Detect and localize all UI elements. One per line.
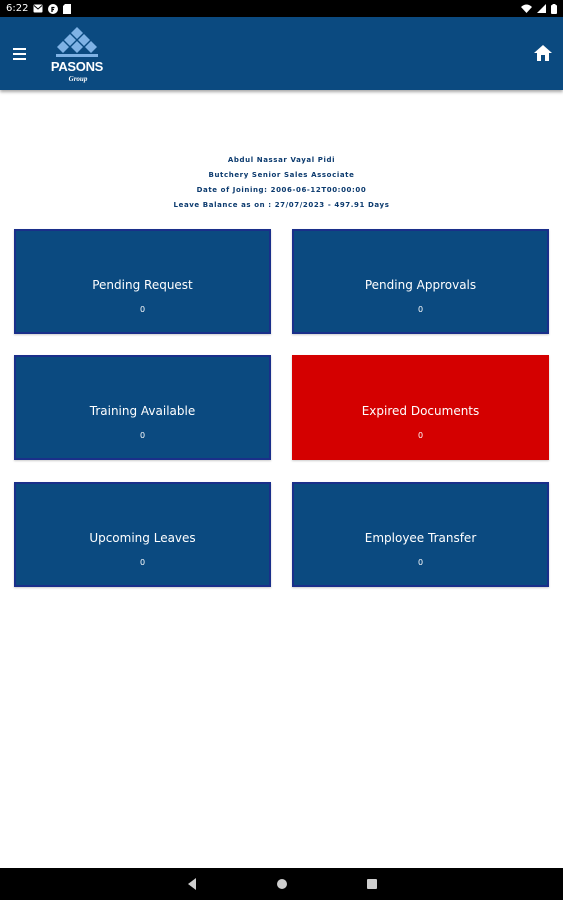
home-button[interactable] [533,43,553,63]
tile-count: 0 [417,305,424,314]
status-bar [0,0,563,17]
status-right [521,4,557,14]
tile-label: Pending Request [92,278,193,292]
logo-subtext: Group [68,75,88,83]
status-time: 6:22 [6,3,29,14]
tile-label: Employee Transfer [364,531,477,545]
tile-upcoming-leaves[interactable] [14,482,271,587]
envelope-icon [33,4,43,13]
menu-button[interactable] [8,42,32,66]
employee-name: Abdul Nassar Vayal Pidi [227,156,336,164]
f-icon [48,4,58,14]
tile-count: 0 [139,558,146,567]
system-nav-bar [0,868,563,900]
wifi-icon [521,4,532,13]
employee-designation: Butchery Senior Sales Associate [208,171,355,179]
tile-expired-documents[interactable] [292,355,549,460]
nav-back-button[interactable] [185,876,201,892]
tile-label: Expired Documents [361,404,480,418]
tile-employee-transfer[interactable] [292,482,549,587]
pasons-logo [44,25,110,85]
hamburger-line [13,53,26,55]
profile-info [0,153,563,213]
nav-home-button[interactable] [274,876,290,892]
tile-count: 0 [139,431,146,440]
logo-diamond-icon [44,25,110,61]
logo-text: PASONS [50,59,104,74]
back-triangle-icon [185,876,201,892]
tile-count: 0 [417,558,424,567]
status-left [6,3,71,14]
hamburger-line [13,58,26,60]
tile-training-available[interactable] [14,355,271,460]
sd-card-icon [63,4,71,14]
date-of-joining: Date of Joining: 2006-06-12T00:00:00 [196,186,367,194]
tile-label: Training Available [89,404,196,418]
nav-recents-button[interactable] [364,876,380,892]
tile-count: 0 [139,305,146,314]
home-circle-icon [274,876,290,892]
leave-balance: Leave Balance as on : 27/07/2023 - 497.91 Days [173,201,390,209]
cellular-icon [537,4,546,13]
tile-pending-approvals[interactable] [292,229,549,334]
tile-label: Upcoming Leaves [89,531,196,545]
recents-square-icon [364,876,380,892]
home-icon [533,43,553,63]
tile-count: 0 [417,431,424,440]
battery-icon [551,4,557,14]
tile-label: Pending Approvals [364,278,477,292]
hamburger-menu-icon [13,48,26,50]
app-bar [0,17,563,90]
tile-pending-request[interactable] [14,229,271,334]
